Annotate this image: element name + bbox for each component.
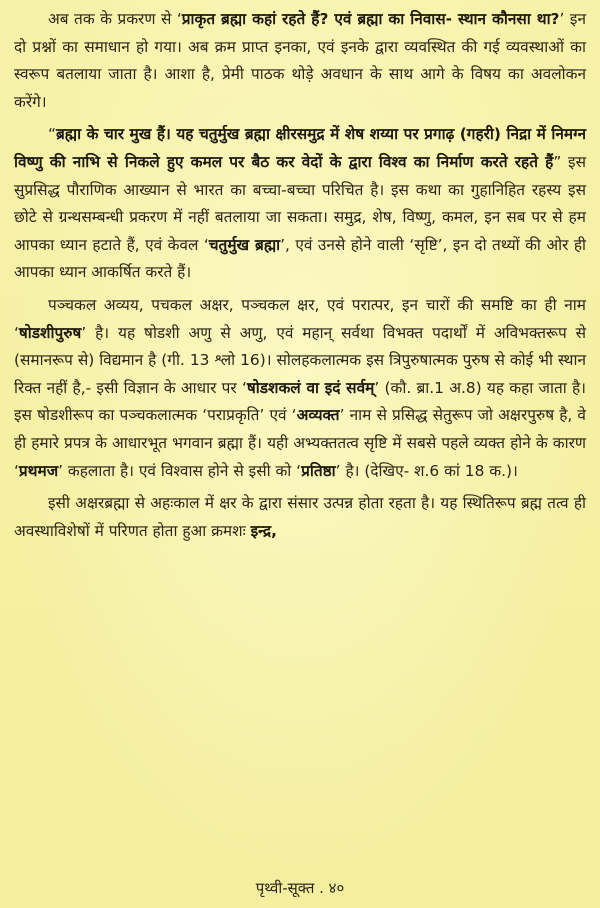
paragraph-2-quote-bold: ब्रह्मा के चार मुख हैं। यह चतुर्मुख ब्रह्मा क्षीरसमुद्र में शेष शय्या पर प्रगाढ़ (गहरी) निद्रा में निमग्न विष्णु की नाभि से निकले हुए कमल पर बैठ कर वेदों के द्वारा विश्व का निर्माण करते रहते हैं bbox=[14, 125, 586, 171]
paragraph-4-text: इसी अक्षरब्रह्मा से अहःकाल में क्षर के द्वारा संसार उत्पन्न होता रहता है। यह स्थितिरूप ब्रह्म तत्व ही अवस्थाविशेषों में परिणत होता हुआ क्रमशः bbox=[14, 494, 586, 540]
paragraph-3-text: ’ (कौ. ब्रा.1 अ.8) यह कहा जाता है। इस षोडशीरूप का पञ्चकलात्मक ‘पराप्रकृति’ एवं ‘ bbox=[14, 378, 586, 425]
paragraph-3-text: ’ है। (देखिए- श.6 कां 18 क.)। bbox=[335, 461, 518, 480]
paragraph-3-term-bold: प्रथमज bbox=[18, 461, 59, 480]
paragraph-3 bbox=[14, 292, 586, 485]
paragraph-2-text: “ bbox=[48, 125, 56, 144]
paragraph-1 bbox=[14, 6, 586, 116]
paragraph-2-text: ’, एवं उनसे होने वाली ‘सृष्टि’, इन दो तथ्यों की ओर ही आपका ध्यान आकर्षित करते हैं। bbox=[14, 235, 586, 282]
paragraph-3-term-bold: प्रतिष्ठा bbox=[301, 461, 336, 480]
paragraph-1-text: अब तक के प्रकरण से ‘ bbox=[48, 10, 182, 28]
paragraph-3-text: ’ नाम से प्रसिद्ध सेतुरूप जो अक्षरपुरुष है, वे ही हमारे प्रपत्र के आधारभूत भगवान ब्रह्मा हैं। यही अभ्यक्ततत्व सृष्टि में सबसे पहले व्यक्त होने के कारण ‘ bbox=[14, 406, 586, 480]
paragraph-4 bbox=[14, 490, 586, 545]
paragraph-3-term-bold: अव्यक्त bbox=[296, 406, 340, 425]
paragraph-2-term-bold: चतुर्मुख ब्रह्मा bbox=[208, 235, 281, 254]
paragraph-3-text: पञ्चकल अव्यय, पचकल अक्षर, पञ्चकल क्षर, एवं परात्पर, इन चारों की समष्टि का ही नाम ‘ bbox=[14, 295, 586, 342]
paragraph-3-term-bold: षोडशकलं वा इदं सर्वम् bbox=[246, 378, 375, 397]
paragraph-3-text: ’ है। यह षोडशी अणु से अणु, एवं महान् सर्वथा विभक्त पदार्थों में अविभक्तरूप से (समानरूप से) विद्यमान है (गी. 13 श्लो 16)। सोलहकलात्मक इस त्रिपुरुषात्मक पुरुष से कोई भी स्थान रिक्त नहीं है,- इसी विज्ञान के आधार पर ‘ bbox=[14, 323, 586, 397]
paragraph-3-text: ’ कहलाता है। एवं विश्वास होने से इसी को ‘ bbox=[58, 461, 302, 480]
paragraph-4-term-bold: इन्द्र, bbox=[250, 521, 277, 540]
paragraph-2 bbox=[14, 121, 586, 287]
paragraph-2-text: ” इस सुप्रसिद्ध पौराणिक आख्यान से भारत का बच्चा-बच्चा परिचित है। इस कथा का गुहानिहित रहस्य इस छोटे से ग्रन्थसम्बन्धी प्रकरण में नहीं बतलाया जा सकता। समुद्र, शेष, विष्णु, कमल, इन सब पर से हम आपका ध्यान हटाते हैं, एवं केवल ‘ bbox=[14, 152, 587, 254]
paragraph-1-text: ’ इन दो प्रश्नों का समाधान हो गया। अब क्रम प्राप्त इनका, एवं इनके द्वारा व्यवस्थित की गई व्यवस्थाओं का स्वरूप बतलाया जाता है। आशा है, प्रेमी पाठक थोड़े अवधान के साथ आगे के विषय का अवलोकन करेंगे। bbox=[14, 10, 586, 111]
paragraph-1-question-bold: प्राकृत ब्रह्मा कहां रहते हैं? एवं ब्रह्मा का निवास- स्थान कौनसा था? bbox=[181, 10, 560, 28]
paragraph-3-term-bold: षोडशीपुरुष bbox=[18, 323, 82, 342]
page-footer: पृथ्वी-सूक्त . ४० bbox=[255, 879, 345, 897]
